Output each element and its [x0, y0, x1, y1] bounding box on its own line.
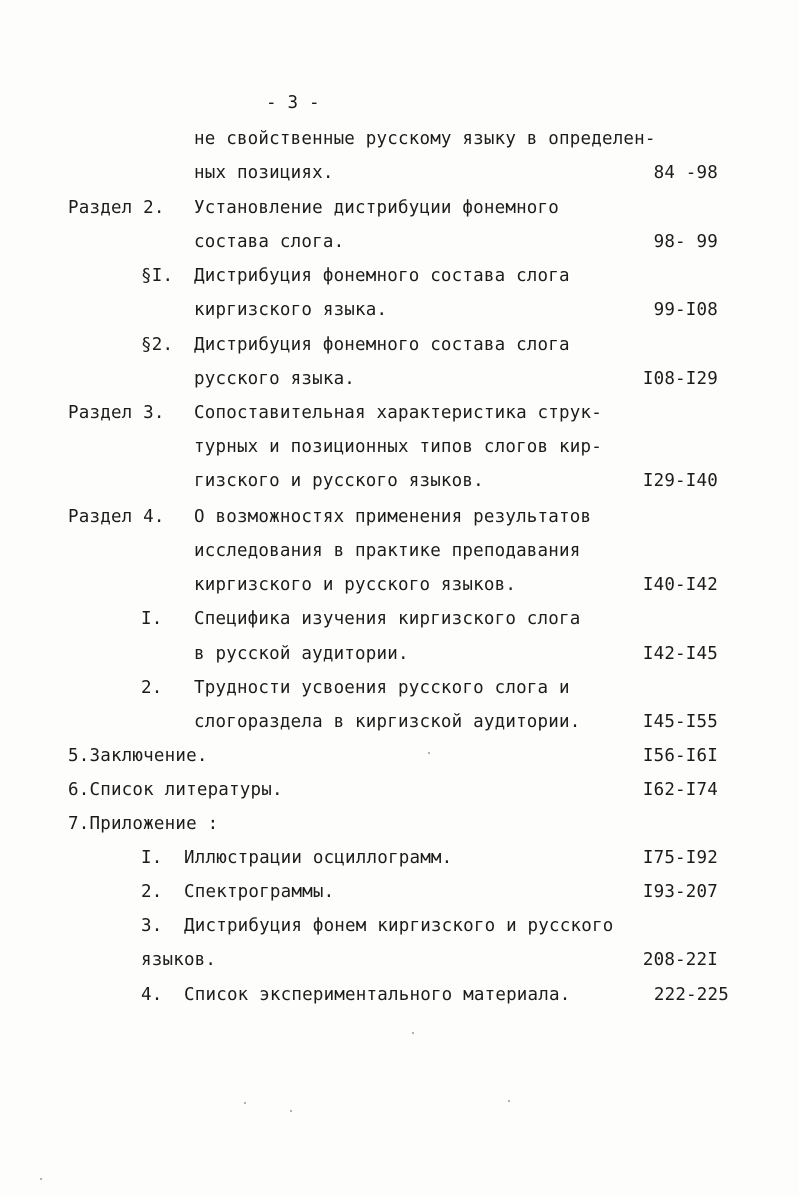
toc-subitem-label: I.	[141, 609, 163, 629]
toc-subitem-label: 2.	[141, 678, 163, 698]
toc-entry-text: ных позициях.	[194, 163, 334, 183]
toc-subitem-label: 2.	[141, 882, 163, 902]
toc-entry-text: слогораздела в киргизской аудитории.	[194, 712, 581, 732]
toc-subitem-label: 4.	[141, 985, 163, 1005]
toc-page-range: I56-I6I	[642, 746, 718, 766]
toc-entry-text: Специфика изучения киргизского слога	[194, 609, 581, 629]
toc-entry-text: Иллюстрации осциллограмм.	[184, 848, 453, 868]
scan-speck	[412, 1032, 414, 1034]
toc-entry-text: Дистрибуция фонемного состава слога	[194, 266, 570, 286]
scan-speck	[40, 1178, 42, 1180]
scan-speck	[244, 1102, 246, 1104]
toc-page-range: 99-I08	[653, 300, 718, 320]
toc-entry-text: О возможностях применения результатов	[194, 507, 592, 527]
toc-paragraph-label: §I.	[141, 266, 174, 286]
toc-page-range: I45-I55	[642, 712, 718, 732]
toc-section-label: Раздел 3.	[68, 403, 165, 423]
toc-page-range: I75-I92	[642, 848, 718, 868]
scan-speck	[508, 1100, 510, 1102]
toc-entry-text: Дистрибуция фонемного состава слога	[194, 335, 570, 355]
toc-page-range: I40-I42	[642, 575, 718, 595]
toc-entry-text: состава слога.	[194, 232, 345, 252]
toc-subitem-label: 3.	[141, 916, 163, 936]
toc-entry-text: Установление дистрибуции фонемного	[194, 198, 560, 218]
toc-section-label: Раздел 4.	[68, 507, 165, 527]
toc-entry-text: Спектрограммы.	[184, 882, 335, 902]
toc-page-range: 84 -98	[653, 163, 718, 183]
toc-chapter-label: 6.Список литературы.	[68, 780, 283, 800]
toc-page-range: I42-I45	[642, 644, 718, 664]
toc-page-range: 222-225	[653, 985, 729, 1005]
toc-entry-text: турных и позиционных типов слогов кир-	[194, 437, 602, 457]
toc-page-range: I93-207	[642, 882, 718, 902]
toc-entry-text: гизского и русского языков.	[194, 471, 484, 491]
toc-entry-text: Дистрибуция фонем киргизского и русского	[184, 916, 614, 936]
toc-chapter-label: 7.Приложение :	[68, 814, 219, 834]
toc-entry-text: Список экспериментального материала.	[184, 985, 571, 1005]
toc-entry-text: в русской аудитории.	[194, 644, 409, 664]
toc-entry-text: Трудности усвоения русского слога и	[194, 678, 570, 698]
toc-entry-text: киргизского языка.	[194, 300, 388, 320]
toc-paragraph-label: §2.	[141, 335, 174, 355]
toc-chapter-label: 5.Заключение.	[68, 746, 208, 766]
page-number: - 3 -	[266, 93, 320, 113]
toc-page-range: I08-I29	[642, 369, 718, 389]
toc-page-range: 98- 99	[653, 232, 718, 252]
toc-page-range: 208-22I	[642, 950, 718, 970]
scan-speck	[290, 1110, 292, 1112]
toc-page-range: I62-I74	[642, 780, 718, 800]
toc-page-range: I29-I40	[642, 471, 718, 491]
toc-section-label: Раздел 2.	[68, 198, 165, 218]
toc-entry-text: русского языка.	[194, 369, 356, 389]
toc-entry-text: исследования в практике преподавания	[194, 541, 581, 561]
toc-entry-text: не свойственные русскому языку в определен-	[194, 129, 656, 149]
toc-subitem-label: I.	[141, 848, 163, 868]
toc-entry-text: Сопоставительная характеристика струк-	[194, 403, 602, 423]
toc-entry-text: киргизского и русского языков.	[194, 575, 517, 595]
toc-entry-text: языков.	[141, 950, 217, 970]
scan-speck	[428, 752, 430, 754]
